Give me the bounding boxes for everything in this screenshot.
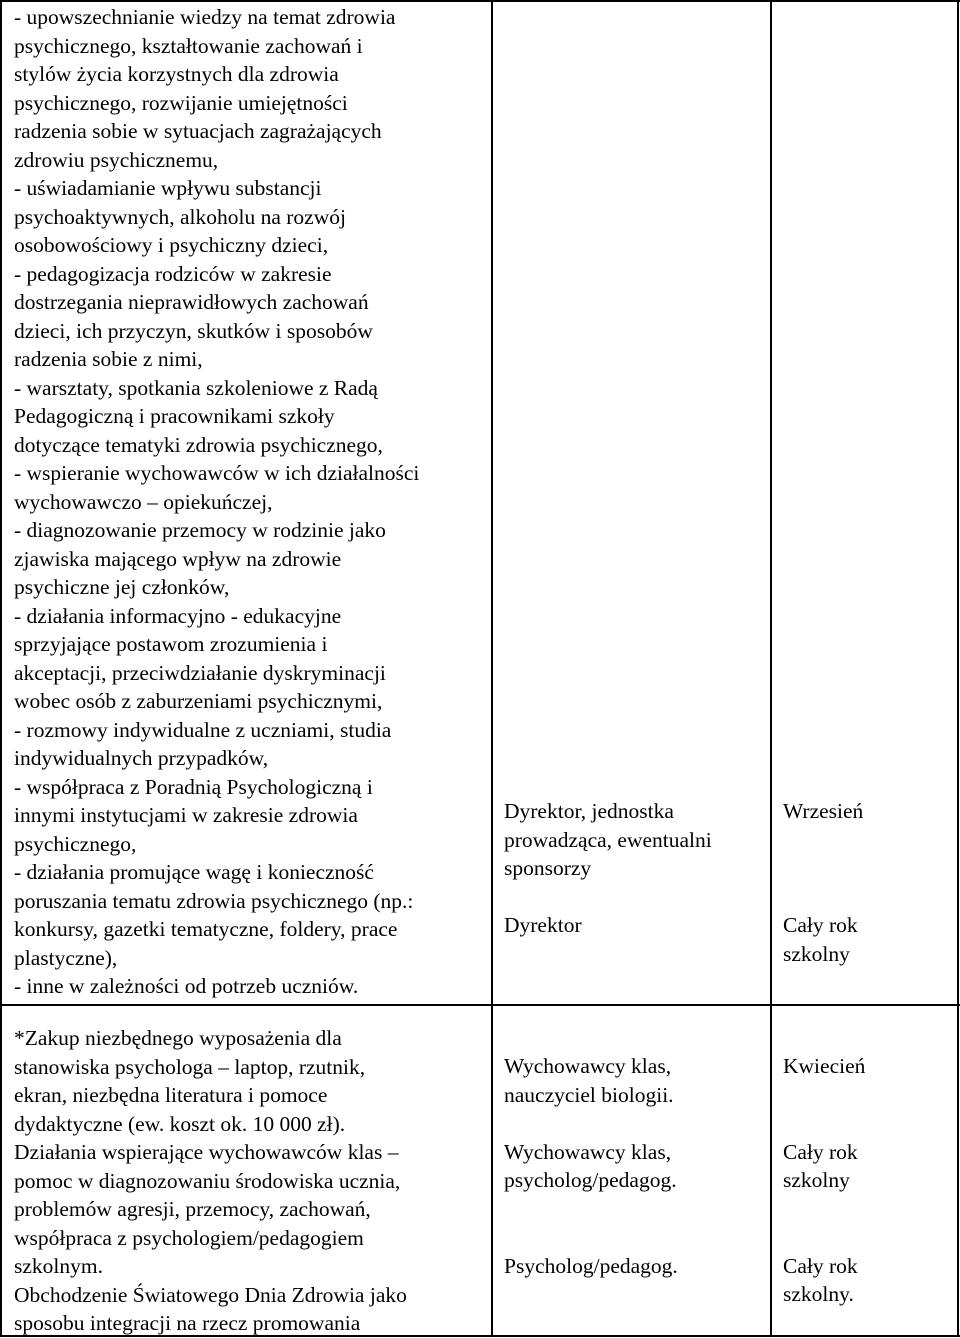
row1-description-line: poruszania tematu zdrowia psychicznego (np.: — [14, 888, 414, 913]
spacer — [783, 1081, 865, 1110]
row1-description-line: zdrowiu psychicznemu, — [14, 147, 219, 172]
row1-description-line: psychicznego, kształtowanie zachowań i — [14, 33, 363, 58]
row1-description-line: psychicznego, rozwijanie umiejętności — [14, 90, 348, 115]
row1-term-line: Wrzesień — [783, 799, 864, 823]
spacer — [783, 1195, 865, 1224]
row1-responsible-cell — [504, 797, 712, 940]
row2-description-line: sposobu integracji na rzecz promowania — [14, 1311, 361, 1335]
row2-responsible-line: nauczyciel biologii. — [504, 1082, 674, 1107]
row2-responsible-line: Wychowawcy klas, — [504, 1139, 672, 1164]
row1-responsible-line: prowadząca, ewentualni — [504, 827, 712, 852]
spacer — [504, 1109, 678, 1138]
row2-description-line: stanowiska psychologa – laptop, rzutnik, — [14, 1054, 366, 1079]
row1-description-line: radzenia sobie w sytuacjach zagrażających — [14, 119, 382, 143]
row1-description-line: Pedagogiczną i pracownikami szkoły — [14, 404, 335, 428]
row1-description-cell — [14, 3, 419, 1001]
row1-description-line: - uświadamianie wpływu substancji — [14, 176, 322, 200]
spacer — [783, 883, 863, 912]
row-divider — [0, 1004, 960, 1006]
row2-description-line: współpraca z psychologiem/pedagogiem — [14, 1225, 364, 1250]
spacer — [783, 854, 863, 883]
row1-description-line: osobowościowy i psychiczny dzieci, — [14, 233, 329, 257]
row1-description-line: - działania informacyjno - edukacyjne — [14, 603, 342, 628]
spacer — [783, 826, 863, 855]
column-divider-2 — [770, 0, 772, 1337]
row2-responsible-line: Wychowawcy klas, — [504, 1054, 672, 1078]
row1-description-line: konkursy, gazetki tematyczne, foldery, prace — [14, 917, 398, 941]
row1-description-line: indywidualnych przypadków, — [14, 746, 269, 770]
row2-description-line: Działania wspierające wychowawców klas – — [14, 1140, 399, 1164]
row2-responsible-cell — [504, 1052, 678, 1280]
row1-description-line: akceptacji, przeciwdziałanie dyskryminacji — [14, 660, 386, 685]
row1-description-line: psychicznego, — [14, 831, 137, 856]
row1-description-line: dostrzegania nieprawidłowych zachowań — [14, 290, 369, 314]
row1-term-line: Cały rok — [783, 913, 858, 937]
row2-term-line: szkolny. — [783, 1282, 854, 1306]
row1-description-line: zjawiska mającego wpływ na zdrowie — [14, 546, 342, 571]
row2-term-line: szkolny — [783, 1168, 850, 1192]
row1-description-line: wobec osób z zaburzeniami psychicznymi, — [14, 689, 383, 713]
row2-term-cell — [783, 1052, 865, 1309]
row1-term-cell — [783, 797, 863, 968]
row1-description-line: - inne w zależności od potrzeb uczniów. — [14, 974, 359, 998]
spacer — [504, 1195, 678, 1224]
row1-description-line: sprzyjające postawom zrozumienia i — [14, 632, 328, 656]
spacer — [504, 883, 712, 912]
table-border-left — [0, 0, 2, 1337]
row1-description-line: innymi instytucjami w zakresie zdrowia — [14, 803, 358, 827]
row1-description-line: - rozmowy indywidualne z uczniami, studia — [14, 717, 392, 742]
row2-description-line: *Zakup niezbędnego wyposażenia dla — [14, 1026, 342, 1050]
spacer — [504, 1223, 678, 1252]
row2-responsible-line: Psycholog/pedagog. — [504, 1253, 678, 1278]
row1-description-line: - działania promujące wagę i konieczność — [14, 860, 374, 884]
row1-term-line: szkolny — [783, 941, 850, 966]
column-divider-1 — [491, 0, 493, 1337]
row1-description-line: - wspieranie wychowawców w ich działalności — [14, 461, 420, 485]
spacer — [783, 1109, 865, 1138]
row2-responsible-line: psycholog/pedagog. — [504, 1168, 677, 1192]
row1-description-line: stylów życia korzystnych dla zdrowia — [14, 62, 339, 86]
row1-description-line: dotyczące tematyki zdrowia psychicznego, — [14, 432, 383, 457]
row1-responsible-line: sponsorzy — [504, 856, 592, 880]
row2-term-line: Cały rok — [783, 1139, 858, 1164]
row1-responsible-line: Dyrektor, jednostka — [504, 799, 674, 823]
row2-description-line: szkolnym. — [14, 1254, 103, 1278]
table-border-top — [0, 0, 960, 2]
row1-responsible-line: Dyrektor — [504, 913, 582, 937]
row2-term-line: Cały rok — [783, 1253, 858, 1278]
row1-description-line: - współpraca z Poradnią Psychologiczną i — [14, 774, 373, 799]
row2-description-line: Obchodzenie Światowego Dnia Zdrowia jako — [14, 1282, 407, 1307]
row1-description-line: plastyczne), — [14, 945, 118, 970]
row1-description-line: psychoaktywnych, alkoholu na rozwój — [14, 204, 346, 229]
row2-description-line: problemów agresji, przemocy, zachowań, — [14, 1197, 371, 1221]
table-border-right — [957, 0, 959, 1337]
row2-term-line: Kwiecień — [783, 1054, 866, 1078]
row1-description-line: radzenia sobie z nimi, — [14, 347, 203, 371]
row2-description-line: dydaktyczne (ew. koszt ok. 10 000 zł). — [14, 1111, 346, 1136]
spacer — [783, 1223, 865, 1252]
row1-description-line: - warsztaty, spotkania szkoleniowe z Radą — [14, 375, 378, 400]
row1-description-line: - pedagogizacja rodziców w zakresie — [14, 261, 332, 286]
row1-description-line: wychowawczo – opiekuńczej, — [14, 489, 273, 514]
row2-description-cell — [14, 1024, 407, 1338]
row2-description-line: pomoc w diagnozowaniu środowiska ucznia, — [14, 1168, 401, 1193]
row1-description-line: dzieci, ich przyczyn, skutków i sposobów — [14, 318, 373, 343]
row1-description-line: psychiczne jej członków, — [14, 575, 230, 599]
row1-description-line: - diagnozowanie przemocy w rodzinie jako — [14, 518, 386, 542]
row2-description-line: ekran, niezbędna literatura i pomoce — [14, 1083, 328, 1107]
row1-description-line: - upowszechnianie wiedzy na temat zdrowia — [14, 5, 396, 29]
